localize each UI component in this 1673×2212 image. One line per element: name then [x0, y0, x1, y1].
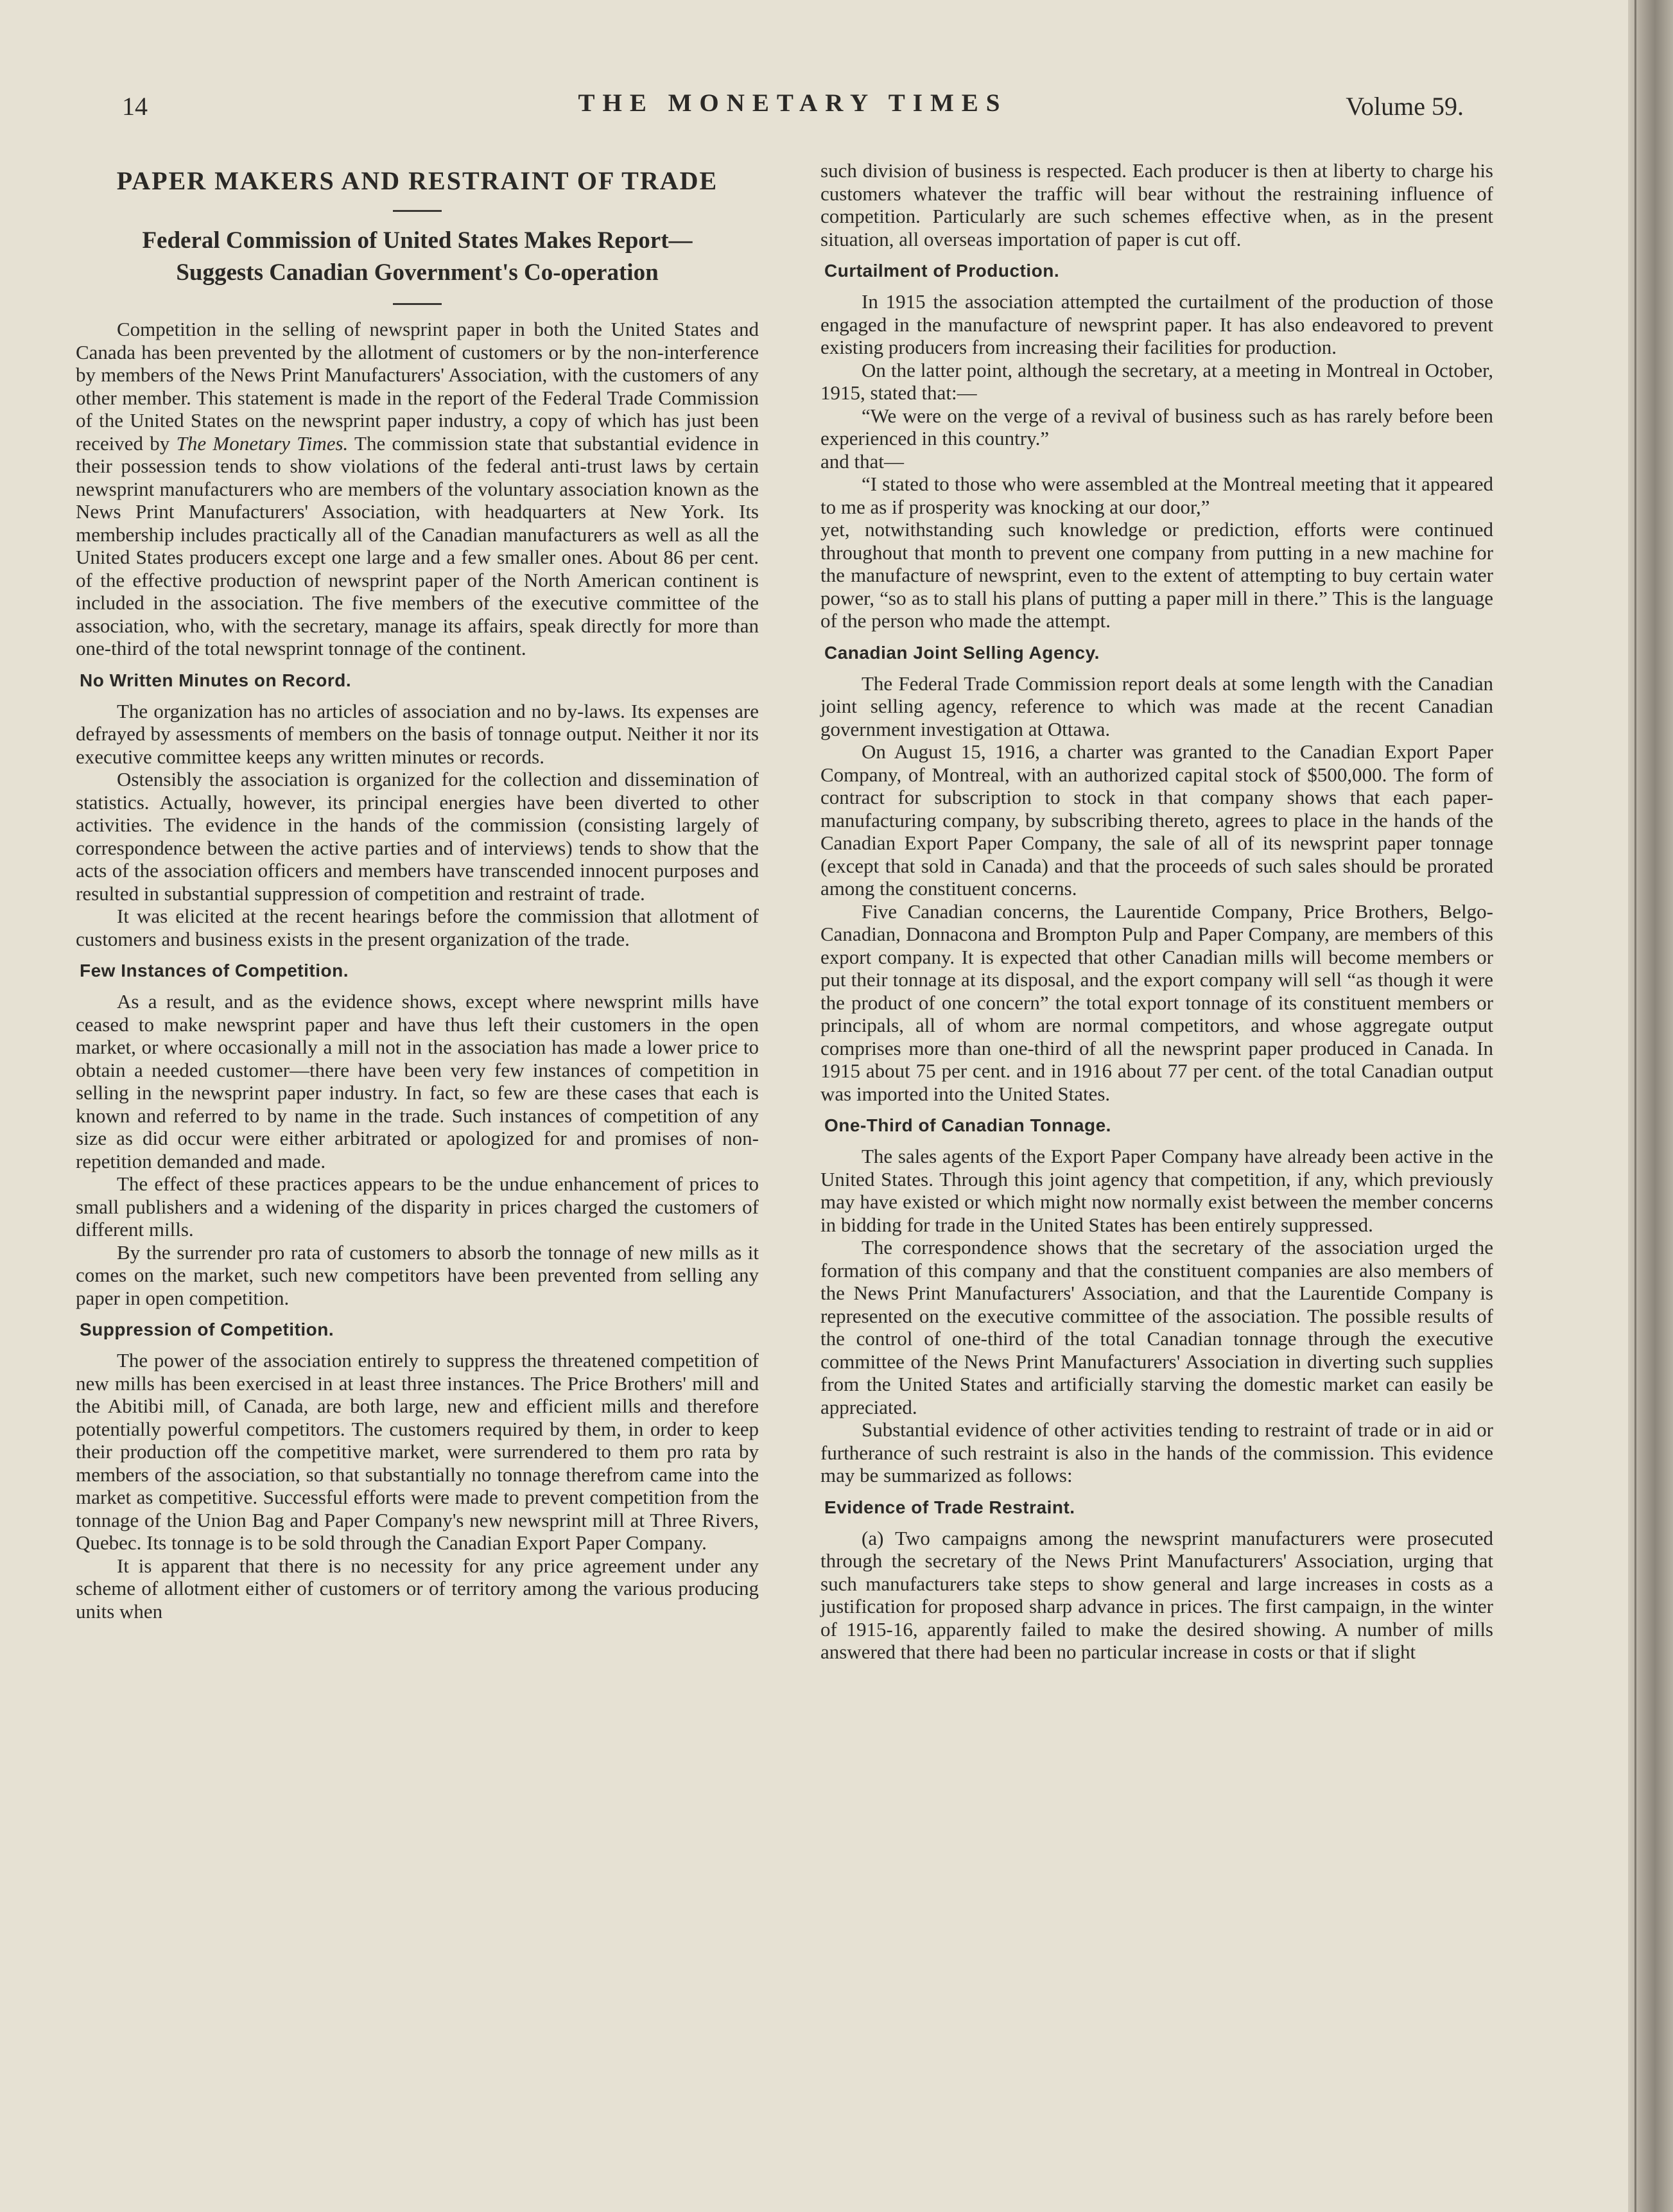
paragraph: (a) Two campaigns among the newsprint manufacturers were prosecuted through the secretary of the News Print Manufacturers' Association, urging that such manufacturers take steps to show general and large increases in costs as a justification for proposed sharp advance in prices. The first campaign, in the winter of 1915-16, apparently failed to make the desired showing. A number of mills answered that there had been no particular increase in costs or that if slight: [820, 1526, 1493, 1663]
paragraph: On August 15, 1916, a charter was granted to the Canadian Export Paper Company, of Montreal, with an authorized capital stock of $500,000. The form of contract for subscription to stock in that company shows that each paper-manufacturing company, by subscribing thereto, agrees to place in the hands of the Canadian Export Paper Company, the sale of all of its newsprint paper tonnage (except that sold in Canada) and that the proceeds of such sales should be prorated among the constituent concerns.: [820, 740, 1493, 900]
section-heading-curtailment: Curtailment of Production.: [824, 261, 1060, 281]
quotation: “We were on the verge of a revival of business such as has rarely before been experienced in this country.”: [820, 404, 1493, 449]
paragraph: yet, notwithstanding such knowledge or prediction, efforts were continued throughout that month to prevent one company from putting in a new machine for the manufacture of newsprint, even to the extent of attempting to buy certain water power, “so as to stall his plans of putting a paper mill in there.” This is the language of the person who made the attempt.: [820, 518, 1493, 632]
article-title: PAPER MAKERS AND RESTRAINT OF TRADE: [116, 166, 718, 195]
paragraph: Five Canadian concerns, the Laurentide Company, Price Brothers, Belgo-Canadian, Donnacona and Brompton Pulp and Paper Company, are members of this export company. It is expected that other Canadian mills will become members or put their tonnage at its disposal, and the export company will sell “as though it were the product of one concern” the total export tonnage of its constituent members or principals, all of whom are normal competitors, and whose aggregate output comprises more than one-third of all the newsprint paper produced in Canada. In 1915 about 75 per cent. and in 1916 about 77 per cent. of the total Canadian output was imported into the United States.: [820, 900, 1493, 1105]
section-heading-few-instances: Few Instances of Competition.: [80, 961, 349, 980]
article-subtitle-line-1: Federal Commission of United States Makes Report—: [142, 227, 693, 254]
section-heading-joint-selling: Canadian Joint Selling Agency.: [824, 642, 1100, 663]
subtitle-rule: [393, 303, 442, 305]
left-column: [76, 159, 759, 1623]
running-header: [122, 89, 1464, 127]
page-binding-edge: [1628, 0, 1673, 2212]
page-number: 14: [122, 92, 148, 121]
paragraph: By the surrender pro rata of customers to absorb the tonnage of new mills as it comes on the market, such new competitors have been prevented from selling any paper in open competition.: [76, 1241, 759, 1309]
paragraph: Substantial evidence of other activities tending to restraint of trade or in aid or furtherance of such restraint is also in the hands of the commission. This evidence may be summarized as follows:: [820, 1418, 1493, 1486]
paragraph: The effect of these practices appears to be the undue enhancement of prices to small publishers and a widening of the disparity in prices charged the customers of different mills.: [76, 1172, 759, 1241]
volume-label: Volume 59.: [1346, 92, 1464, 121]
paragraph: The correspondence shows that the secretary of the association urged the formation of this company and that the constituent companies are also members of the News Print Manufacturers' Association, and that the Laurentide Company is represented on the executive committee of the association. The possible results of the control of one-third of the total Canadian tonnage through the executive committee of the News Print Manufacturers' Association in diverting such supplies from the United States and artificially starving the domestic market can easily be appreciated.: [820, 1236, 1493, 1418]
edge-shadow-line: [1634, 0, 1636, 2212]
paragraph-fragment: and that—: [820, 449, 904, 473]
paragraph: The organization has no articles of association and no by-laws. Its expenses are defrayed by assessments of members on the basis of tonnage output. Neither it nor its executive committee keeps any written minutes or records.: [76, 699, 759, 768]
paragraph: It was elicited at the recent hearings before the commission that allotment of customers and business exists in the present organization of the trade.: [76, 905, 759, 950]
paragraph: In 1915 the association attempted the curtailment of the production of those engaged in the manufacture of newsprint paper. It has also endeavored to prevent existing producers from increasing their facilities for production.: [820, 290, 1493, 358]
paragraph: On the latter point, although the secretary, at a meeting in Montreal in October, 1915, stated that:—: [820, 358, 1493, 404]
section-heading-one-third: One-Third of Canadian Tonnage.: [824, 1115, 1111, 1135]
section-heading-evidence: Evidence of Trade Restraint.: [824, 1497, 1075, 1517]
publication-name-italic: The Monetary Times.: [176, 431, 349, 455]
paragraph-continued: such division of business is respected. Each producer is then at liberty to charge his customers whatever the traffic will bear without the restraining influence of competition. Particularly are such schemes effective when, as in the present situation, all overseas importation of paper is cut off.: [820, 159, 1493, 250]
section-heading-suppression: Suppression of Competition.: [80, 1319, 334, 1339]
paragraph: Ostensibly the association is organized for the collection and dissemination of statistics. Actually, however, its principal energies have been diverted to other activities. The evidence in the hands of the commission (consisting largely of correspondence between the active parties and of interviews) tends to show that the acts of the association officers and members have transcended innocent purposes and resulted in substantial suppression of competition and restraint of trade.: [76, 768, 759, 905]
paragraph: As a result, and as the evidence shows, except where newsprint mills have ceased to make newsprint paper and have thus left their customers in the open market, or where occasionally a mill not in the association has made a lower price to obtain a needed customer—there have been very few instances of competition in selling in the newsprint paper industry. In fact, so few are these cases that each is known and referred to by name in the trade. Such instances of competition of any size as did occur were either arbitrated or apologized for and promises of non-repetition demanded and made.: [76, 990, 759, 1172]
publication-title: THE MONETARY TIMES: [578, 89, 1008, 117]
paragraph: The power of the association entirely to suppress the threatened competition of new mills has been exercised in at least three instances. The Price Brothers' mill and the Abitibi mill, of Canada, are both large, new and efficient mills and therefore potentially powerful competitors. The customers required by them, in order to keep their production off the competitive market, were surrendered to them pro rata by members of the association, so that substantially no tonnage therefrom came into the market as competitive. Successful efforts were made to prevent competition from the tonnage of the Union Bag and Paper Company's new newsprint mill at Three Rivers, Quebec. Its tonnage is to be sold through the Canadian Export Paper Company.: [76, 1349, 759, 1554]
title-rule: [393, 210, 442, 212]
paragraph-intro: Competition in the selling of newsprint paper in both the United States and Canada has been prevented by the allotment of customers or by the non-interference by members of the News Print Manufacturers' Association, with the customers of any other member. This statement is made in the report of the Federal Trade Commission of the United States on the newsprint paper industry, a copy of which has just been received by The Monetary Times. The commission state that substantial evidence in their possession tends to show violations of the federal anti-trust laws by certain newsprint manufacturers who are members of the voluntary association known as the News Print Manufacturers' Association, with headquarters at New York. Its membership includes practically all of the Canadian manufacturers as well as all the United States producers except one large and a few smaller ones. About 86 per cent. of the effective production of newsprint paper of the North American continent is included in the association. The five members of the executive committee of the association, who, with the secretary, manage its affairs, speak directly for more than one-third of the total newsprint tonnage of the continent.: [76, 318, 759, 659]
article-subtitle-line-2: Suggests Canadian Government's Co-operation: [176, 259, 659, 286]
quotation: “I stated to those who were assembled at the Montreal meeting that it appeared to me as if prosperity was knocking at our door,”: [820, 473, 1493, 518]
paragraph: It is apparent that there is no necessity for any price agreement under any scheme of allotment either of customers or of territory among the various producing units when: [76, 1554, 759, 1623]
right-column: [820, 159, 1493, 1664]
section-heading-no-minutes: No Written Minutes on Record.: [80, 670, 352, 690]
paragraph: The sales agents of the Export Paper Company have already been active in the United States. Through this joint agency that competition, if any, which previously may have existed or which might now normally exist between the member concerns in bidding for trade in the United States has been entirely suppressed.: [820, 1145, 1493, 1236]
paragraph: The Federal Trade Commission report deals at some length with the Canadian joint selling agency, reference to which was made at the recent Canadian government investigation at Ottawa.: [820, 672, 1493, 740]
